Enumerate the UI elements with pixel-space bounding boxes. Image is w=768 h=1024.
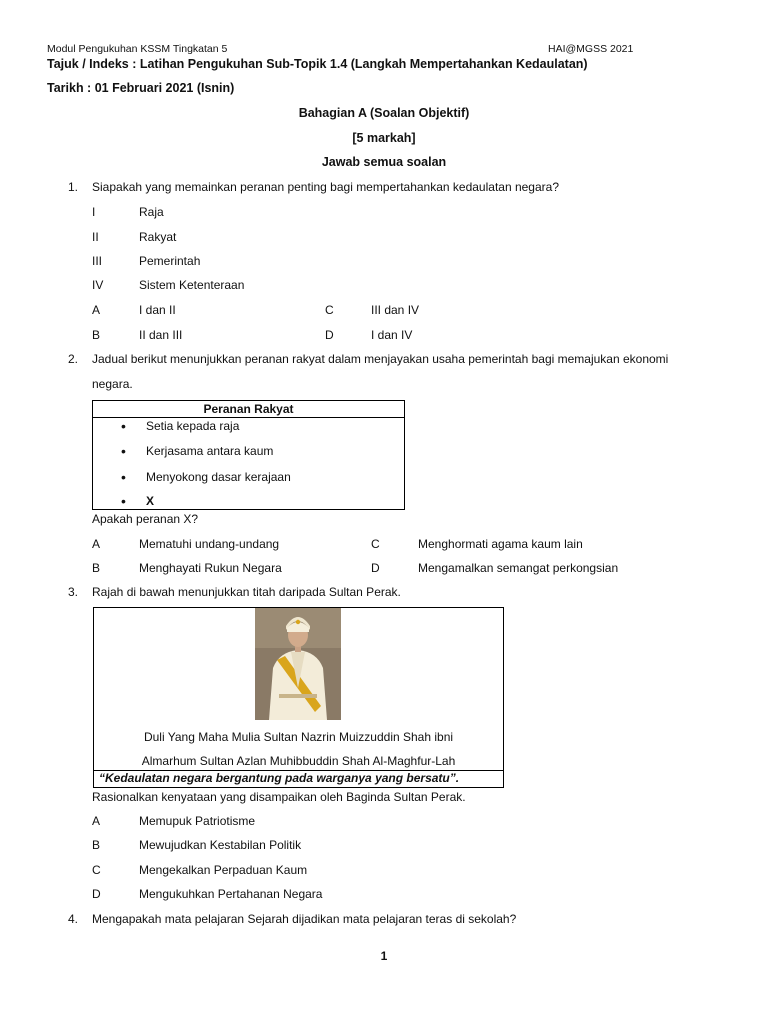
section-marks: [5 markah]: [352, 131, 416, 145]
q3-text: Rajah di bawah menunjukkan titah daripada Sultan Perak.: [92, 585, 401, 599]
q3-option-text: Mengekalkan Perpaduan Kaum: [139, 863, 308, 877]
sultan-quote: “Kedaulatan negara bergantung pada warganya yang bersatu”.: [99, 771, 460, 785]
q1-text: Siapakah yang memainkan peranan penting bagi mempertahankan kedaulatan negara?: [92, 180, 559, 194]
q2-number: 2.: [68, 352, 79, 366]
q1-option-letter: D: [325, 328, 334, 342]
q3-option-text: Memupuk Patriotisme: [139, 814, 256, 828]
bullet-point: •: [121, 469, 126, 485]
date-line: Tarikh : 01 Februari 2021 (Isnin): [47, 81, 235, 95]
q1-option-letter: C: [325, 303, 334, 317]
caption-line1: Duli Yang Maha Mulia Sultan Nazrin Muizzuddin Shah ibni: [143, 730, 454, 744]
q3-number: 3.: [68, 585, 79, 599]
q1-option-letter: A: [92, 303, 101, 317]
q3-option-letter: A: [92, 814, 101, 828]
q1-option-text: I dan IV: [371, 328, 413, 342]
q2-option-letter: A: [92, 537, 101, 551]
section-instruction: Jawab semua soalan: [321, 155, 447, 169]
q3-option-letter: D: [92, 887, 101, 901]
q1-item-text: Pemerintah: [139, 254, 201, 268]
q2-option-text: Menghormati agama kaum lain: [418, 537, 583, 551]
q1-item-roman: II: [92, 230, 99, 244]
q3-option-letter: C: [92, 863, 101, 877]
bullet-point: •: [121, 493, 126, 509]
q1-item-text: Raja: [139, 205, 164, 219]
q1-option-letter: B: [92, 328, 101, 342]
q1-item-roman: III: [92, 254, 103, 268]
header-right: HAI@MGSS 2021: [548, 43, 634, 55]
sultan-portrait: [255, 608, 341, 720]
header-left: Modul Pengukuhan KSSM Tingkatan 5: [47, 43, 228, 55]
q2-text-line1: Jadual berikut menunjukkan peranan rakyat dalam menjayakan usaha pemerintah bagi memajukan ekonomi: [92, 352, 669, 366]
roles-table-item: Menyokong dasar kerajaan: [146, 470, 291, 484]
roles-table-item-x: X: [146, 494, 155, 508]
q2-option-text: Mengamalkan semangat perkongsian: [418, 561, 619, 575]
q2-question: Apakah peranan X?: [92, 512, 199, 526]
q2-option-text: Mematuhi undang-undang: [139, 537, 280, 551]
q3-option-letter: B: [92, 838, 101, 852]
q1-item-text: Rakyat: [139, 230, 177, 244]
q1-number: 1.: [68, 180, 79, 194]
q4-text: Mengapakah mata pelajaran Sejarah dijadikan mata pelajaran teras di sekolah?: [92, 912, 517, 926]
q4-number: 4.: [68, 912, 79, 926]
q1-item-text: Sistem Ketenteraan: [139, 278, 245, 292]
roles-table: [92, 400, 405, 510]
section-title: Bahagian A (Soalan Objektif): [298, 106, 470, 120]
topic-title: Tajuk / Indeks : Latihan Pengukuhan Sub-Topik 1.4 (Langkah Mempertahankan Kedaulatan): [47, 57, 588, 71]
q2-text-line2: negara.: [92, 377, 133, 391]
q3-question: Rasionalkan kenyataan yang disampaikan oleh Baginda Sultan Perak.: [92, 790, 466, 804]
caption-line2: Almarhum Sultan Azlan Muhibbuddin Shah Al-Maghfur-Lah: [141, 754, 456, 768]
q2-option-letter: B: [92, 561, 101, 575]
q1-item-roman: I: [92, 205, 96, 219]
q1-option-text: III dan IV: [371, 303, 420, 317]
q1-option-text: I dan II: [139, 303, 176, 317]
roles-table-header: Peranan Rakyat: [203, 402, 294, 416]
q2-option-text: Menghayati Rukun Negara: [139, 561, 282, 575]
q1-option-text: II dan III: [139, 328, 183, 342]
q2-option-letter: C: [371, 537, 380, 551]
q3-option-text: Mewujudkan Kestabilan Politik: [139, 838, 302, 852]
page-number: 1: [380, 949, 388, 963]
bullet-point: •: [121, 443, 126, 459]
q1-item-roman: IV: [92, 278, 104, 292]
q2-option-letter: D: [371, 561, 380, 575]
sultan-portrait-image: [255, 608, 341, 720]
roles-table-item: Setia kepada raja: [146, 419, 240, 433]
q3-option-text: Mengukuhkan Pertahanan Negara: [139, 887, 323, 901]
roles-table-divider: [93, 417, 404, 418]
bullet-point: •: [121, 418, 126, 434]
roles-table-item: Kerjasama antara kaum: [146, 444, 274, 458]
